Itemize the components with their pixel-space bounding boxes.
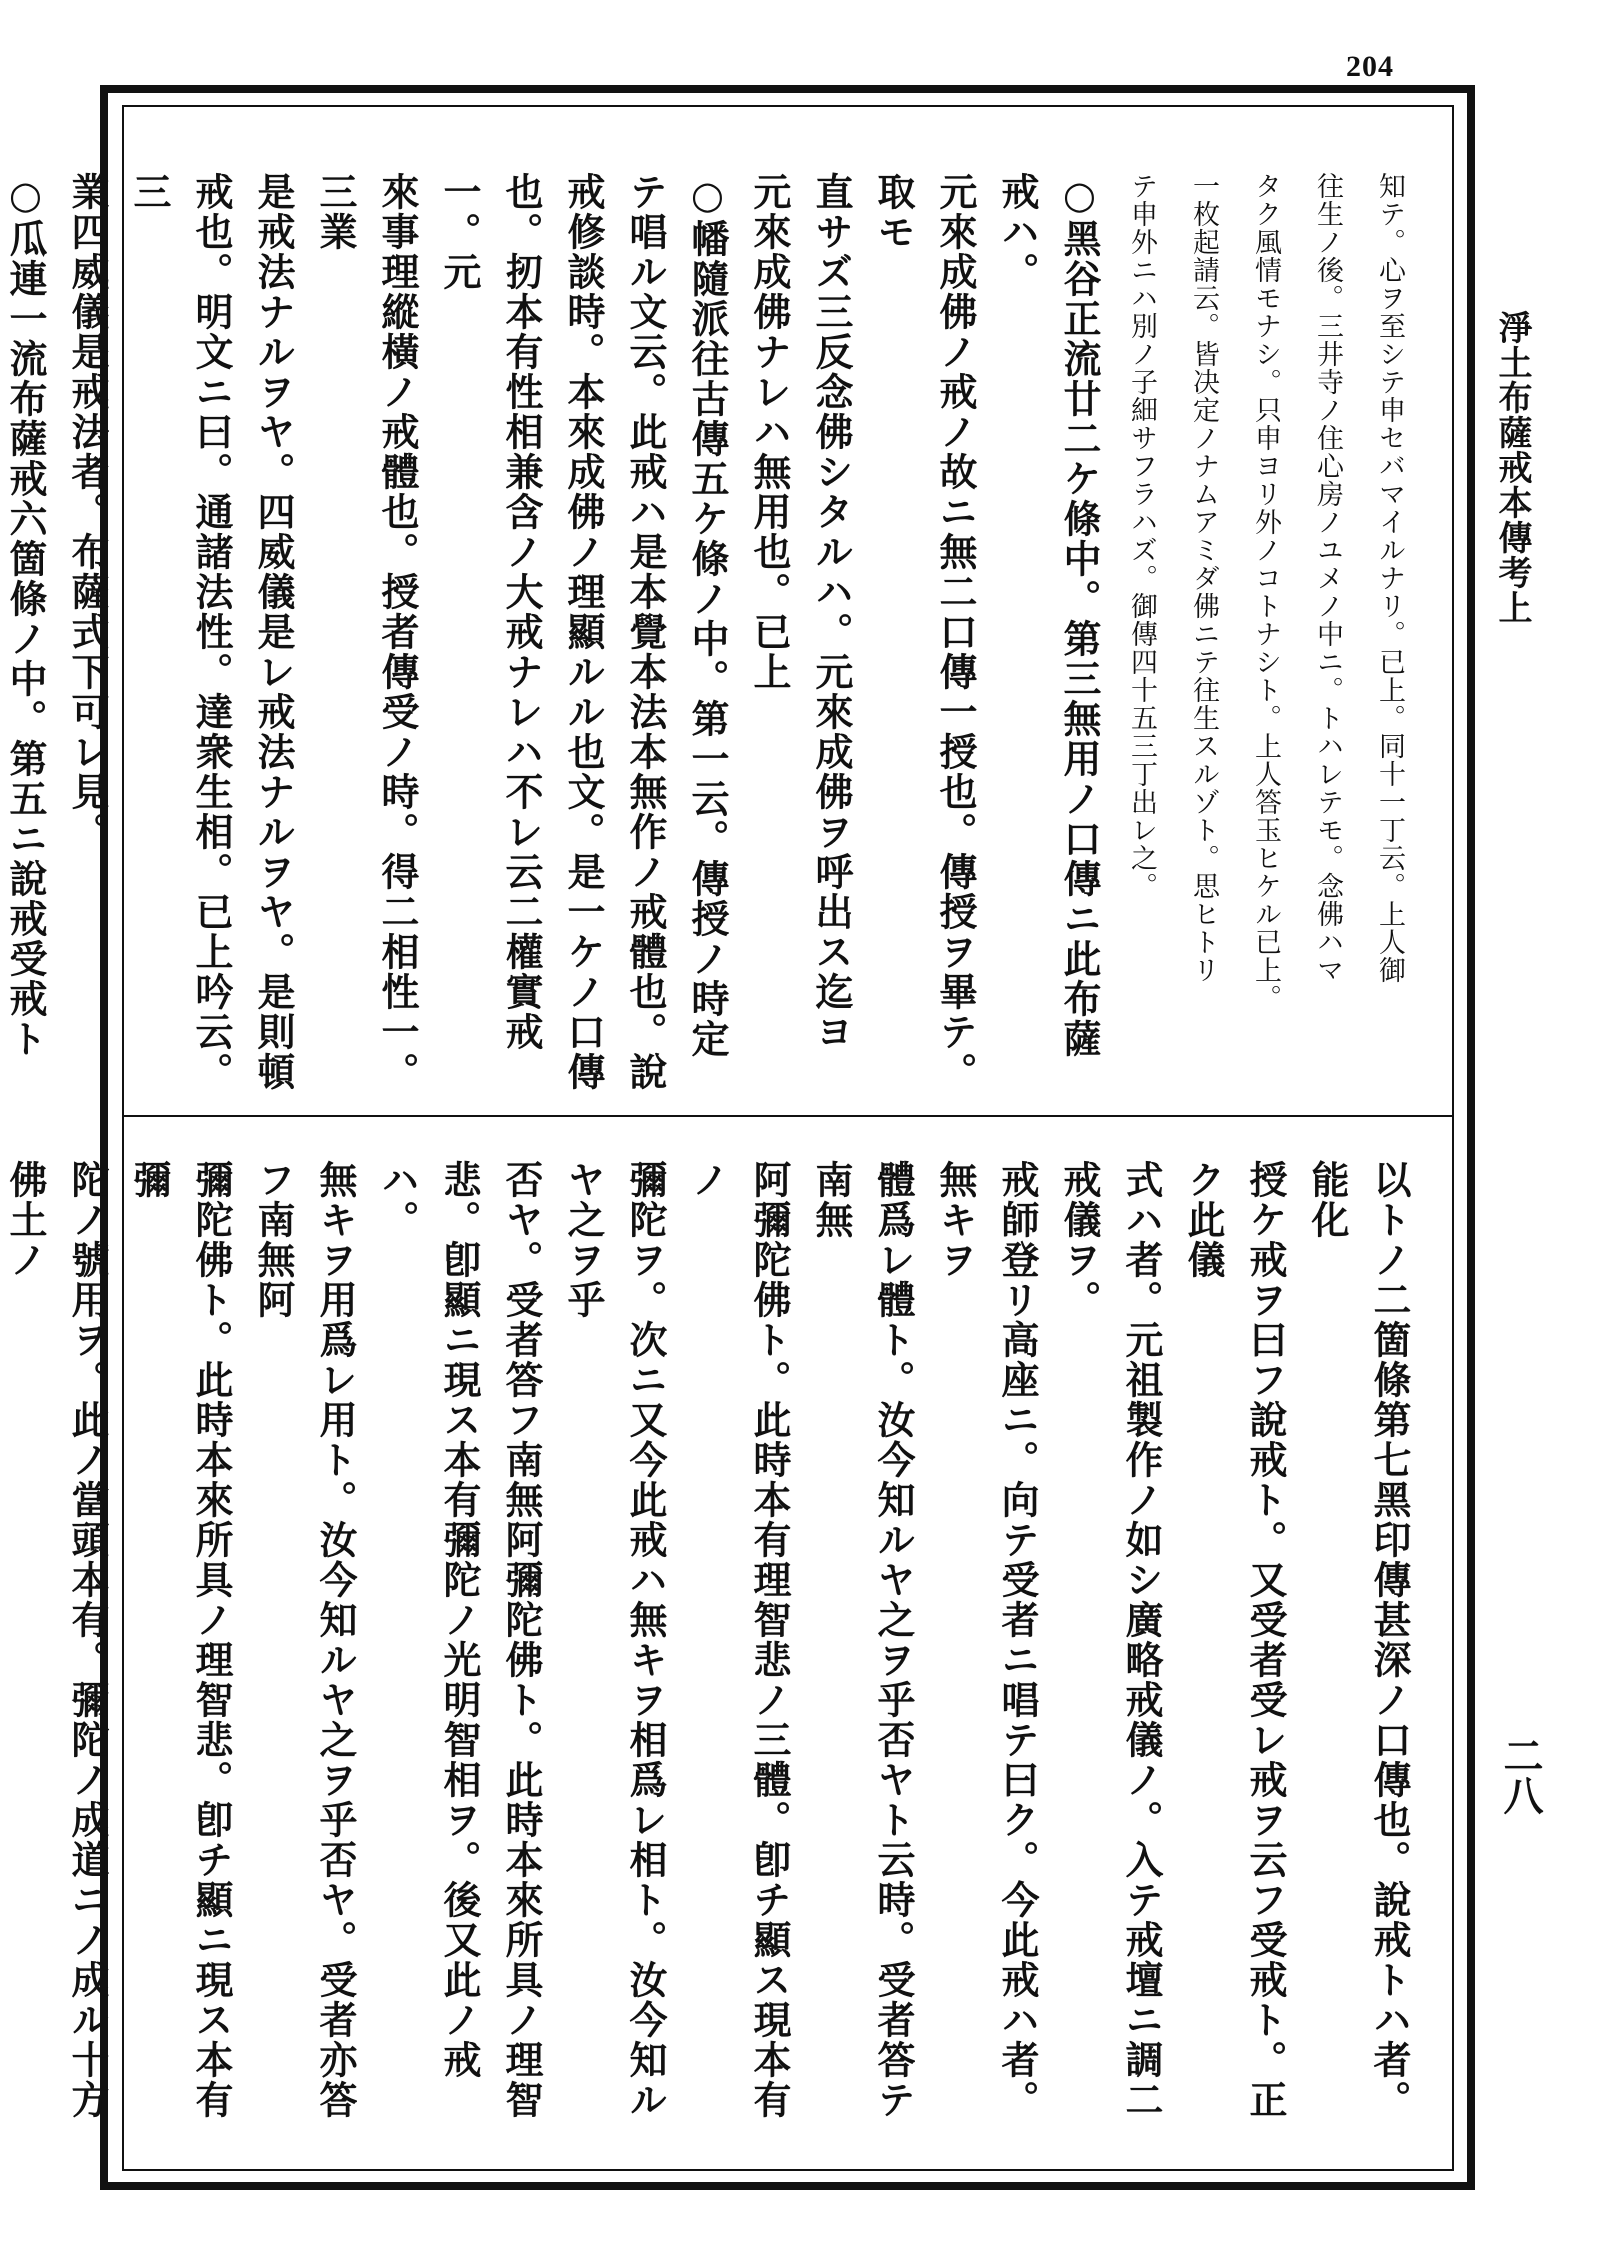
text-column: 阿彌陀佛ト。此時本有理智悲ノ三體。卽チ顯ス現本有ノ <box>685 1160 792 2120</box>
running-head-title: 淨土布薩戒本傳考上 <box>1492 310 1532 625</box>
text-column: ○黑谷正流廿二ケ條中。第三無用ノ口傳ニ此布薩戒ハ。 <box>995 172 1102 1059</box>
text-column: 戒師登リ高座ニ。向テ受者ニ唱テ曰ク。今此戒ハ者。無キヲ <box>933 1160 1040 2120</box>
text-column: 往生ノ後。三井寺ノ住心房ノユメノ中ニ。トハレテモ。念佛ハマ <box>1312 172 1343 984</box>
text-column: 戒也。明文ニ曰。通諸法性。達衆生相。已上吟云。三 <box>127 172 234 1092</box>
page-number: 204 <box>1346 50 1394 83</box>
text-column: 以トノ二箇條第七黑印傳甚深ノ口傳也。說戒トハ者。能化 <box>1305 1160 1412 2120</box>
text-column: 體爲レ體ト。汝今知ルヤ之ヲ乎否ヤト云時。受者答テ南無 <box>809 1160 916 2120</box>
text-column: 直サズ三反念佛シタルハ。元來成佛ヲ呼出ス迄ヨ <box>809 172 854 1052</box>
text-column: テ申外ニハ別ノ子細サフラハズ。御傳四十五三丁出レ之。 <box>1126 172 1157 900</box>
upper-text-block <box>3 172 1420 1092</box>
text-column: 來事理縱橫ノ戒體也。授者傳受ノ時。得二相性一。三業 <box>313 172 420 1092</box>
text-column: 一枚起請云。皆决定ノナムアミダ佛ニテ往生スルゾト。思ヒトリ <box>1188 172 1219 984</box>
text-column: 無キヲ用爲レ用ト。汝今知ルヤ之ヲ乎否ヤ。受者亦答フ南無阿 <box>251 1160 358 2120</box>
text-column: テ唱ル文云。此戒ハ是本覺本法本無作ノ戒體也。說 <box>623 172 668 1092</box>
text-column: 陀ノ號用ヲ。此ノ當頭本有。彌陀ノ成道ニノ成ル十方佛土ノ <box>3 1160 110 2120</box>
text-column: 否ヤ。受者答フ南無阿彌陀佛ト。此時本來所具ノ理智 <box>499 1160 544 2120</box>
text-column: 悲。卽顯ニ現ス本有彌陀ノ光明智相ヲ。後又此ノ戒ハ。 <box>375 1160 482 2080</box>
text-column: 知テ。心ヲ至シテ申セバマイルナリ。已上。同十一丁云。上人御 <box>1374 172 1405 984</box>
section-divider <box>124 1115 1452 1117</box>
text-column: ○瓜連一流布薩戒六箇條ノ中。第五ニ說戒受戒ト <box>3 172 48 1059</box>
text-column: 元來成佛ノ戒ノ故ニ無二口傳一授也。傳授ヲ畢テ。取モ <box>871 172 978 1092</box>
text-column: 也。扨本有性相兼含ノ大戒ナレハ不レ云二權實戒一。元 <box>437 172 544 1052</box>
text-column: 彌陀ヲ。次ニ又今此戒ハ無キヲ相爲レ相ト。汝今知ルヤ之ヲ乎 <box>561 1160 668 2120</box>
text-column: 業四威儀是戒法者。布薩式下可レ見。 <box>65 172 110 852</box>
folio-number: 二八 <box>1497 1735 1543 1815</box>
text-column: 式ハ者。元祖製作ノ如シ廣略戒儀ノ。入テ戒壇ニ調二戒儀ヲ。 <box>1057 1160 1164 2120</box>
text-column: 是戒法ナルヲヤ。四威儀是レ戒法ナルヲヤ。是則頓 <box>251 172 296 1092</box>
text-column: 彌陀佛ト。此時本來所具ノ理智悲。卽チ顯ニ現ス本有彌 <box>127 1160 234 2120</box>
text-column: 元來成佛ナレハ無用也。已上 <box>747 172 792 692</box>
text-column: タク風情モナシ。只申ヨリ外ノコトナシト。上人答玉ヒケル已上。 <box>1250 172 1281 1012</box>
text-column: 戒修談時。本來成佛ノ理顯ルル也文。是一ケノ口傳 <box>561 172 606 1092</box>
text-column: 授ケ戒ヲ曰フ說戒ト。又受者受レ戒ヲ云フ受戒ト。正ク此儀 <box>1181 1160 1288 2120</box>
lower-text-block <box>3 1160 1420 2150</box>
text-column: ○幡隨派往古傳五ケ條ノ中。第一云。傳授ノ時定 <box>685 172 730 1059</box>
